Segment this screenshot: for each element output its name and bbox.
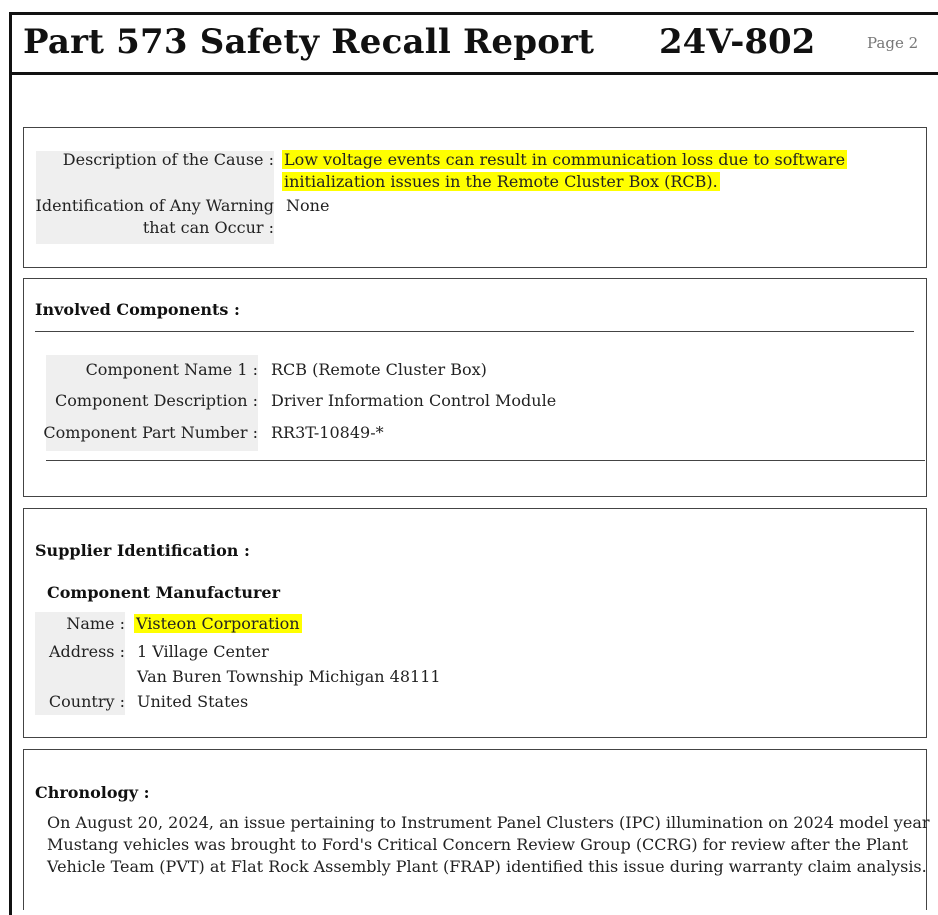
- warning-value: None: [286, 196, 330, 215]
- chronology-line2: Mustang vehicles was brought to Ford's Critical Concern Review Group (CCRG) for review after the Plant: [47, 835, 909, 854]
- supplier-country-label: Country :: [48, 692, 125, 711]
- supplier-country-value: United States: [137, 692, 249, 711]
- section-divider: [35, 331, 914, 332]
- component-part-number-value: RR3T-10849-*: [271, 423, 384, 442]
- highlight-mark: initialization issues in the Remote Cluster Box (RCB).: [284, 172, 718, 191]
- supplier-heading: Supplier Identification :: [35, 541, 250, 560]
- component-label-column: [43, 355, 258, 451]
- chronology-line1: On August 20, 2024, an issue pertaining to Instrument Panel Clusters (IPC) illumination on 2024 model year: [47, 813, 930, 832]
- chronology-section: [23, 749, 930, 910]
- involved-components-section: [23, 278, 927, 497]
- chronology-heading: Chronology :: [35, 783, 150, 802]
- supplier-address-line1: 1 Village Center: [137, 642, 269, 661]
- chronology-line3: Vehicle Team (PVT) at Flat Rock Assembly Plant (FRAP) identified this issue during warranty claim analysis.: [47, 857, 927, 876]
- component-name-label: Component Name 1 :: [85, 360, 258, 379]
- component-manufacturer-heading: Component Manufacturer: [47, 583, 280, 602]
- supplier-label-column: [35, 612, 125, 715]
- involved-components-heading: Involved Components :: [35, 300, 240, 319]
- component-part-number-label: Component Part Number :: [43, 423, 258, 442]
- report-header: [9, 12, 938, 75]
- cause-description-label: Description of the Cause :: [62, 150, 274, 169]
- component-name-value: RCB (Remote Cluster Box): [271, 360, 487, 379]
- highlight-mark: Visteon Corporation: [136, 614, 300, 633]
- component-description-label: Component Description :: [55, 391, 258, 410]
- report-title: Part 573 Safety Recall Report: [23, 22, 595, 62]
- component-description-value: Driver Information Control Module: [271, 391, 557, 410]
- cause-label-column: [36, 151, 274, 244]
- supplier-name-label: Name :: [66, 614, 125, 633]
- recall-number: 24V-802: [659, 22, 816, 62]
- component-bottom-rule: [46, 460, 925, 461]
- page-number: Page 2: [867, 34, 919, 52]
- cause-description-line2: [282, 171, 720, 193]
- cause-description-line1: [282, 149, 847, 171]
- supplier-name-value: [134, 613, 302, 635]
- supplier-address-label: Address :: [48, 642, 125, 661]
- cause-section: [23, 127, 927, 268]
- supplier-address-line2: Van Buren Township Michigan 48111: [137, 667, 441, 686]
- warning-label-line2: that can Occur :: [142, 218, 274, 237]
- supplier-section: [23, 508, 927, 738]
- highlight-mark: Low voltage events can result in communication loss due to software: [284, 150, 846, 169]
- warning-label-line1: Identification of Any Warning: [35, 196, 274, 215]
